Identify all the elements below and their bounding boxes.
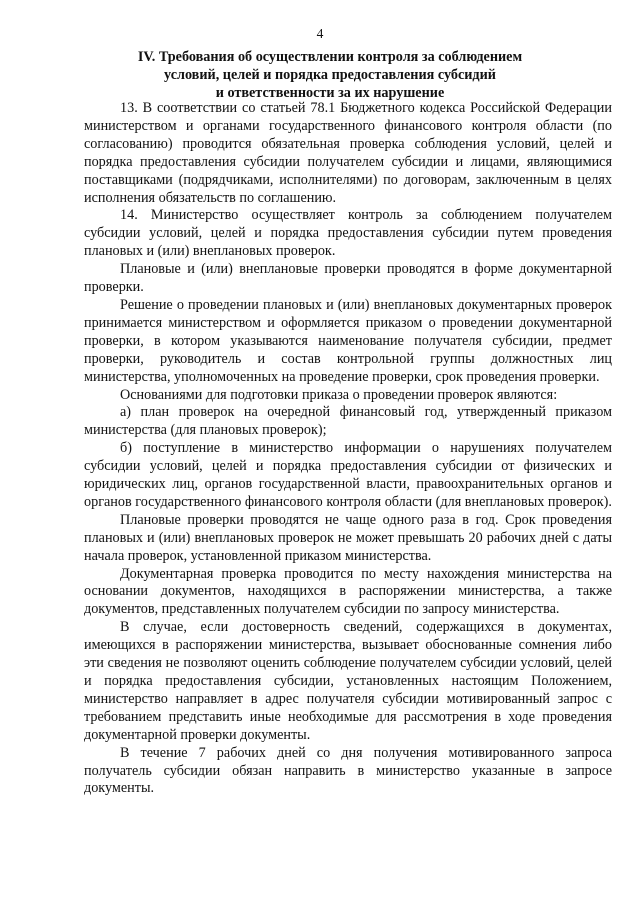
paragraph-documentary-place: Документарная проверка проводится по месту нахождения министерства на основании документов, находящихся в распоряжении министерства, а также документов, представленных получателем субсидии по запросу министерства. (84, 565, 612, 618)
list-item-b: б) поступление в министерство информации о нарушениях получателем субсидии условий, целей и порядка предоставления субсидии от физических и юридических лиц, органов государственной власти, правоохранительных органов и органов государственного финансового контроля области (для внеплановых проверок). (84, 440, 612, 510)
paragraph-seven-days: В течение 7 рабочих дней со дня получения мотивированного запроса получатель субсидии обязан направить в министерство указанные в запросе документы. (84, 744, 612, 797)
heading-line-2: условий, целей и порядка предоставления субсидий (164, 67, 496, 83)
paragraph-13: 13. В соответствии со статьей 78.1 Бюджетного кодекса Российской Федерации министерством и органами государственного финансового контроля области (по согласованию) проводится обязательная проверка соблюдения условий, целей и порядка предоставления субсидии получателем субсидии и лицами, являющимися поставщиками (подрядчиками, исполнителями) по договорам, заключенным в целях исполнения обязательств по соглашению. (84, 100, 612, 206)
paragraph-grounds: Основаниями для подготовки приказа о проведении проверок являются: (120, 386, 558, 403)
list-item-a: а) план проверок на очередной финансовый год, утвержденный приказом министерства (для плановых проверок); (84, 404, 612, 439)
heading-line-1: IV. Требования об осуществлении контроля за соблюдением (137, 49, 523, 65)
paragraph-inspection-decision: Решение о проведении плановых и (или) внеплановых документарных проверок принимается министерством и оформляется приказом о проведении документарной проверки, в котором указываются наименование получателя субсидии, предмет проверки, руководитель и состав контрольной группы должностных лиц министерства, уполномоченных на проведение проверки, срок проведения проверки. (84, 296, 612, 385)
page-number: 4 (316, 26, 324, 41)
heading-line-3: и ответственности за их нарушение (215, 85, 445, 101)
paragraph-reliability: В случае, если достоверность сведений, содержащихся в документах, имеющихся в распоряжении министерства, вызывает обоснованные сомнения либо эти сведения не позволяют оценить соблюдение получателем субсидии условий, целей и порядка предоставления субсидии, установленных настоящим Положением, министерство направляет в адрес получателя субсидии мотивированный запрос с требованием представить иные необходимые для рассмотрения в ходе проведения документарной проверки документы. (84, 619, 612, 743)
section-heading (80, 48, 580, 102)
paragraph-14: 14. Министерство осуществляет контроль за соблюдением получателем субсидии условий, целей и порядка предоставления субсидии путем проведения плановых и (или) внеплановых проверок. (84, 207, 612, 260)
paragraph-inspection-form: Плановые и (или) внеплановые проверки проводятся в форме документарной проверки. (84, 261, 612, 296)
paragraph-planned-frequency: Плановые проверки проводятся не чаще одного раза в год. Срок проведения плановых и (или) внеплановых проверок не может превышать 20 рабочих дней с даты начала проверок, установленной приказом министерства. (84, 511, 612, 564)
document-body (84, 100, 612, 798)
